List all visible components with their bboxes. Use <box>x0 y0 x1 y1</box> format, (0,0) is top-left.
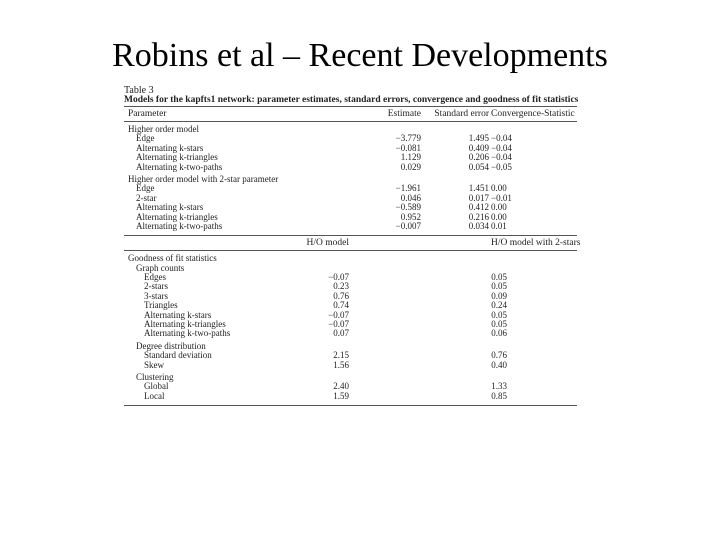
table-header-row <box>124 107 577 121</box>
table-rule-header <box>124 121 577 122</box>
subsection-title: Degree distribution <box>136 340 206 351</box>
gof-header-row <box>124 236 581 250</box>
header-standard-error: Standard error <box>434 109 489 119</box>
table-rule-gof <box>124 250 577 251</box>
section-title: Higher order model with 2-star parameter <box>128 173 279 184</box>
header-ho-2stars: H/O model with 2-stars <box>491 238 581 249</box>
table-row: Alternating k-triangles −0.07 0.05 <box>144 319 507 330</box>
table-rule-bottom <box>124 405 577 406</box>
results-table <box>124 85 581 406</box>
table-row: Alternating k-triangles 0.952 0.216 0.00 <box>136 211 507 222</box>
table-row: Edges −0.07 0.05 <box>144 272 507 283</box>
table-row: Alternating k-two-paths 0.07 0.06 <box>144 328 507 339</box>
table-row: 2-star 0.046 0.017 −0.01 <box>136 192 512 203</box>
table-row: 3-stars 0.76 0.09 <box>144 290 507 301</box>
table-label: Table 3 <box>124 85 154 96</box>
table-row: Local 1.59 0.85 <box>144 390 507 401</box>
table-row: Skew 1.56 0.40 <box>144 359 507 370</box>
section-title: Higher order model <box>128 124 199 134</box>
table-row: Standard deviation 2.15 0.76 <box>144 350 507 361</box>
header-parameter: Parameter <box>128 109 167 119</box>
table-row: Global 2.40 1.33 <box>144 381 507 392</box>
table-caption: Models for the kapfts1 network: parameter estimates, standard errors, convergence and goodness of fit statistics <box>124 95 579 105</box>
header-ho-model: H/O model <box>306 238 349 249</box>
table-row: Alternating k-two-paths −0.007 0.034 0.01 <box>136 220 507 231</box>
table-row: Edge −1.961 1.451 0.00 <box>136 183 507 194</box>
table-row: Alternating k-stars −0.081 0.409 −0.04 <box>136 142 512 153</box>
table-row: Alternating k-two-paths 0.029 0.054 −0.05 <box>136 161 512 172</box>
table-row: Alternating k-stars −0.07 0.05 <box>144 309 507 320</box>
table-row: 2-stars 0.23 0.05 <box>144 281 507 292</box>
subsection-title: Clustering <box>136 371 174 382</box>
table-row: Edge −3.779 1.495 −0.04 <box>136 133 512 144</box>
section-title: Goodness of fit statistics <box>128 253 217 264</box>
subsection-title: Graph counts <box>136 262 185 273</box>
table-row: Triangles 0.74 0.24 <box>144 300 507 311</box>
table-row: Alternating k-stars −0.589 0.412 0.00 <box>136 202 507 213</box>
table-row: Alternating k-triangles 1.129 0.206 −0.04 <box>136 152 512 163</box>
header-convergence: Convergence-Statistic <box>491 109 575 119</box>
header-estimate: Estimate <box>387 109 421 119</box>
slide-title: Robins et al – Recent Developments <box>112 37 608 74</box>
